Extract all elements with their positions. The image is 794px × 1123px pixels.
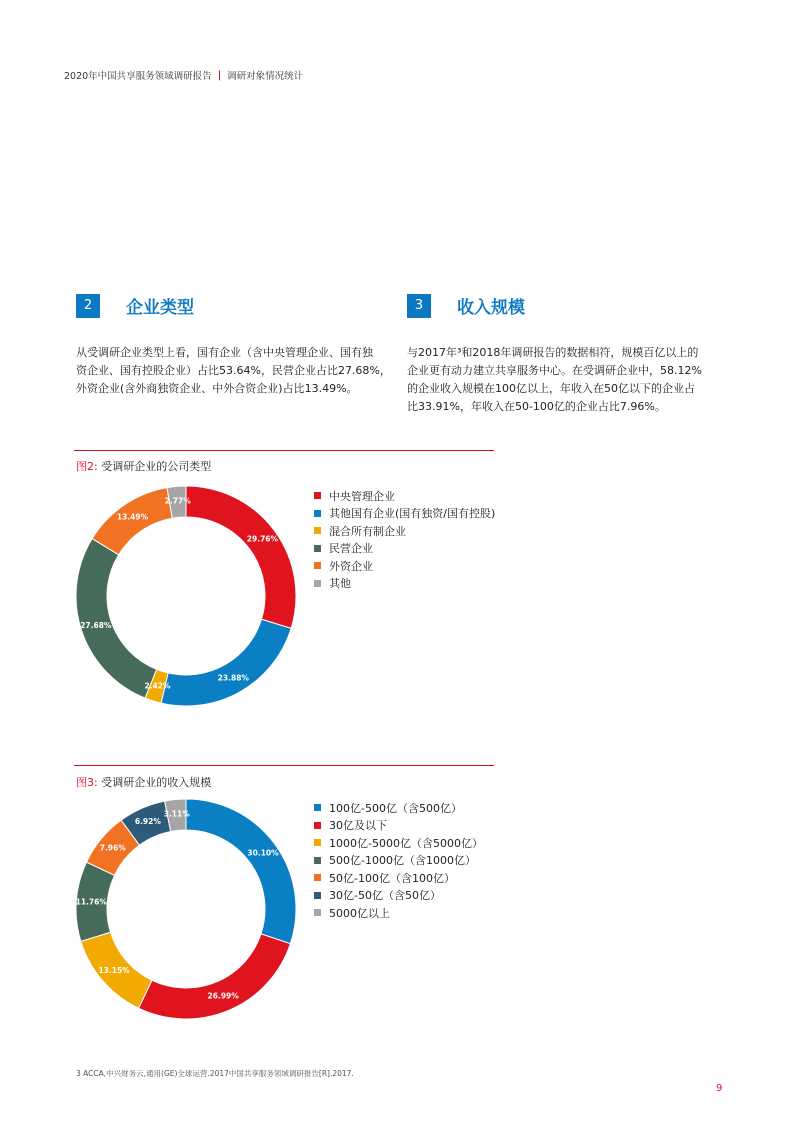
donut-slice — [161, 619, 291, 706]
legend-label: 民营企业 — [329, 542, 373, 556]
legend-item — [314, 522, 495, 540]
slice-data-label: 11.76% — [75, 897, 107, 907]
legend-swatch — [314, 562, 321, 569]
header-separator: | — [217, 69, 222, 81]
legend-item — [314, 834, 483, 852]
running-header — [64, 68, 303, 82]
section-title: 企业类型 — [126, 298, 194, 318]
legend-item — [314, 505, 495, 523]
legend-label: 其他国有企业(国有独资/国有控股) — [329, 507, 496, 521]
section-title: 收入规模 — [457, 298, 525, 318]
legend-item — [314, 904, 483, 922]
section-3-heading — [407, 293, 525, 318]
figure-2-caption — [76, 458, 211, 474]
legend-label: 5000亿以上 — [329, 906, 390, 920]
legend-label: 混合所有制企业 — [329, 524, 406, 538]
slice-data-label: 13.49% — [116, 512, 149, 522]
legend-label: 外资企业 — [329, 559, 373, 573]
section-number-badge: 2 — [76, 294, 100, 318]
legend-label: 100亿-500亿（含500亿） — [329, 801, 462, 815]
legend-item — [314, 817, 483, 835]
figure-2-rule — [74, 450, 494, 451]
revenue-scale-donut-chart — [66, 789, 306, 1029]
donut-slice — [186, 799, 296, 944]
legend-swatch — [314, 580, 321, 587]
body-line: 从受调研企业类型上看，国有企业（含中央管理企业、国有独 — [76, 346, 373, 359]
body-line: 企业更有动力建立共享服务中心。在受调研企业中，58.12% — [407, 364, 702, 377]
legend-swatch — [314, 909, 321, 916]
donut-slice — [186, 486, 296, 628]
legend-label: 30亿-50亿（含50亿） — [329, 889, 441, 903]
legend-swatch — [314, 822, 321, 829]
slice-data-label: 6.92% — [134, 816, 161, 826]
slice-data-label: 3.11% — [163, 809, 190, 819]
donut-slice — [76, 539, 157, 699]
legend-label: 500亿-1000亿（含1000亿） — [329, 854, 476, 868]
legend-item — [314, 540, 495, 558]
body-line: 的企业收入规模在100亿以上，年收入在50亿以下的企业占 — [407, 382, 695, 395]
header-section: 调研对象情况统计 — [227, 71, 304, 82]
donut-slice — [139, 934, 291, 1019]
legend-swatch — [314, 527, 321, 534]
legend-label: 50亿-100亿（含100亿） — [329, 871, 455, 885]
slice-data-label: 13.15% — [98, 966, 130, 976]
figure-title: 受调研企业的收入规模 — [101, 776, 212, 789]
legend-swatch — [314, 857, 321, 864]
legend-item — [314, 887, 483, 905]
slice-data-label: 7.96% — [99, 843, 126, 853]
section-3-body — [407, 344, 737, 416]
body-line: 资企业、国有控股企业）占比53.64%，民营企业占比27.68%， — [76, 364, 391, 377]
legend-swatch — [314, 892, 321, 899]
slice-data-label: 26.99% — [207, 991, 239, 1001]
legend-label: 30亿及以下 — [329, 819, 387, 833]
body-line: 与2017年³和2018年调研报告的数据相符，规模百亿以上的 — [407, 346, 699, 359]
legend-item — [314, 852, 483, 870]
legend-swatch — [314, 492, 321, 499]
page-number: 9 — [716, 1083, 723, 1094]
legend-swatch — [314, 545, 321, 552]
slice-data-label: 27.68% — [80, 620, 112, 630]
slice-data-label: 23.88% — [217, 673, 249, 683]
section-2-heading — [76, 293, 194, 318]
legend-label: 1000亿-5000亿（含5000亿） — [329, 836, 483, 850]
section-number-badge: 3 — [407, 294, 431, 318]
slice-data-label: 2.77% — [164, 496, 191, 506]
figure-title: 受调研企业的公司类型 — [101, 460, 212, 473]
footnote: 3 ACCA,中兴财务云,通用(GE)全球运营.2017中国共享服务领域调研报告[R].2017. — [76, 1069, 354, 1078]
legend-swatch — [314, 874, 321, 881]
section-2-body — [76, 344, 396, 398]
report-title: 2020年中国共享服务领域调研报告 — [64, 71, 212, 82]
figure-number: 图3: — [76, 776, 98, 789]
legend-item — [314, 487, 495, 505]
legend-label: 其他 — [329, 577, 351, 591]
body-line: 外资企业(含外商独资企业、中外合资企业)占比13.49%。 — [76, 382, 358, 395]
legend-item — [314, 799, 483, 817]
legend-item — [314, 869, 483, 887]
legend-swatch — [314, 510, 321, 517]
legend-swatch — [314, 804, 321, 811]
company-type-legend — [314, 487, 495, 592]
figure-3-rule — [74, 765, 494, 766]
company-type-donut-chart — [66, 476, 306, 716]
slice-data-label: 29.76% — [246, 534, 279, 544]
figure-3-caption — [76, 774, 211, 790]
slice-data-label: 2.42% — [144, 681, 171, 691]
body-line: 比33.91%，年收入在50-100亿的企业占比7.96%。 — [407, 400, 666, 413]
legend-label: 中央管理企业 — [329, 489, 395, 503]
slice-data-label: 30.10% — [247, 848, 279, 858]
legend-item — [314, 557, 495, 575]
figure-number: 图2: — [76, 460, 98, 473]
revenue-scale-legend — [314, 799, 483, 922]
legend-item — [314, 575, 495, 593]
legend-swatch — [314, 839, 321, 846]
